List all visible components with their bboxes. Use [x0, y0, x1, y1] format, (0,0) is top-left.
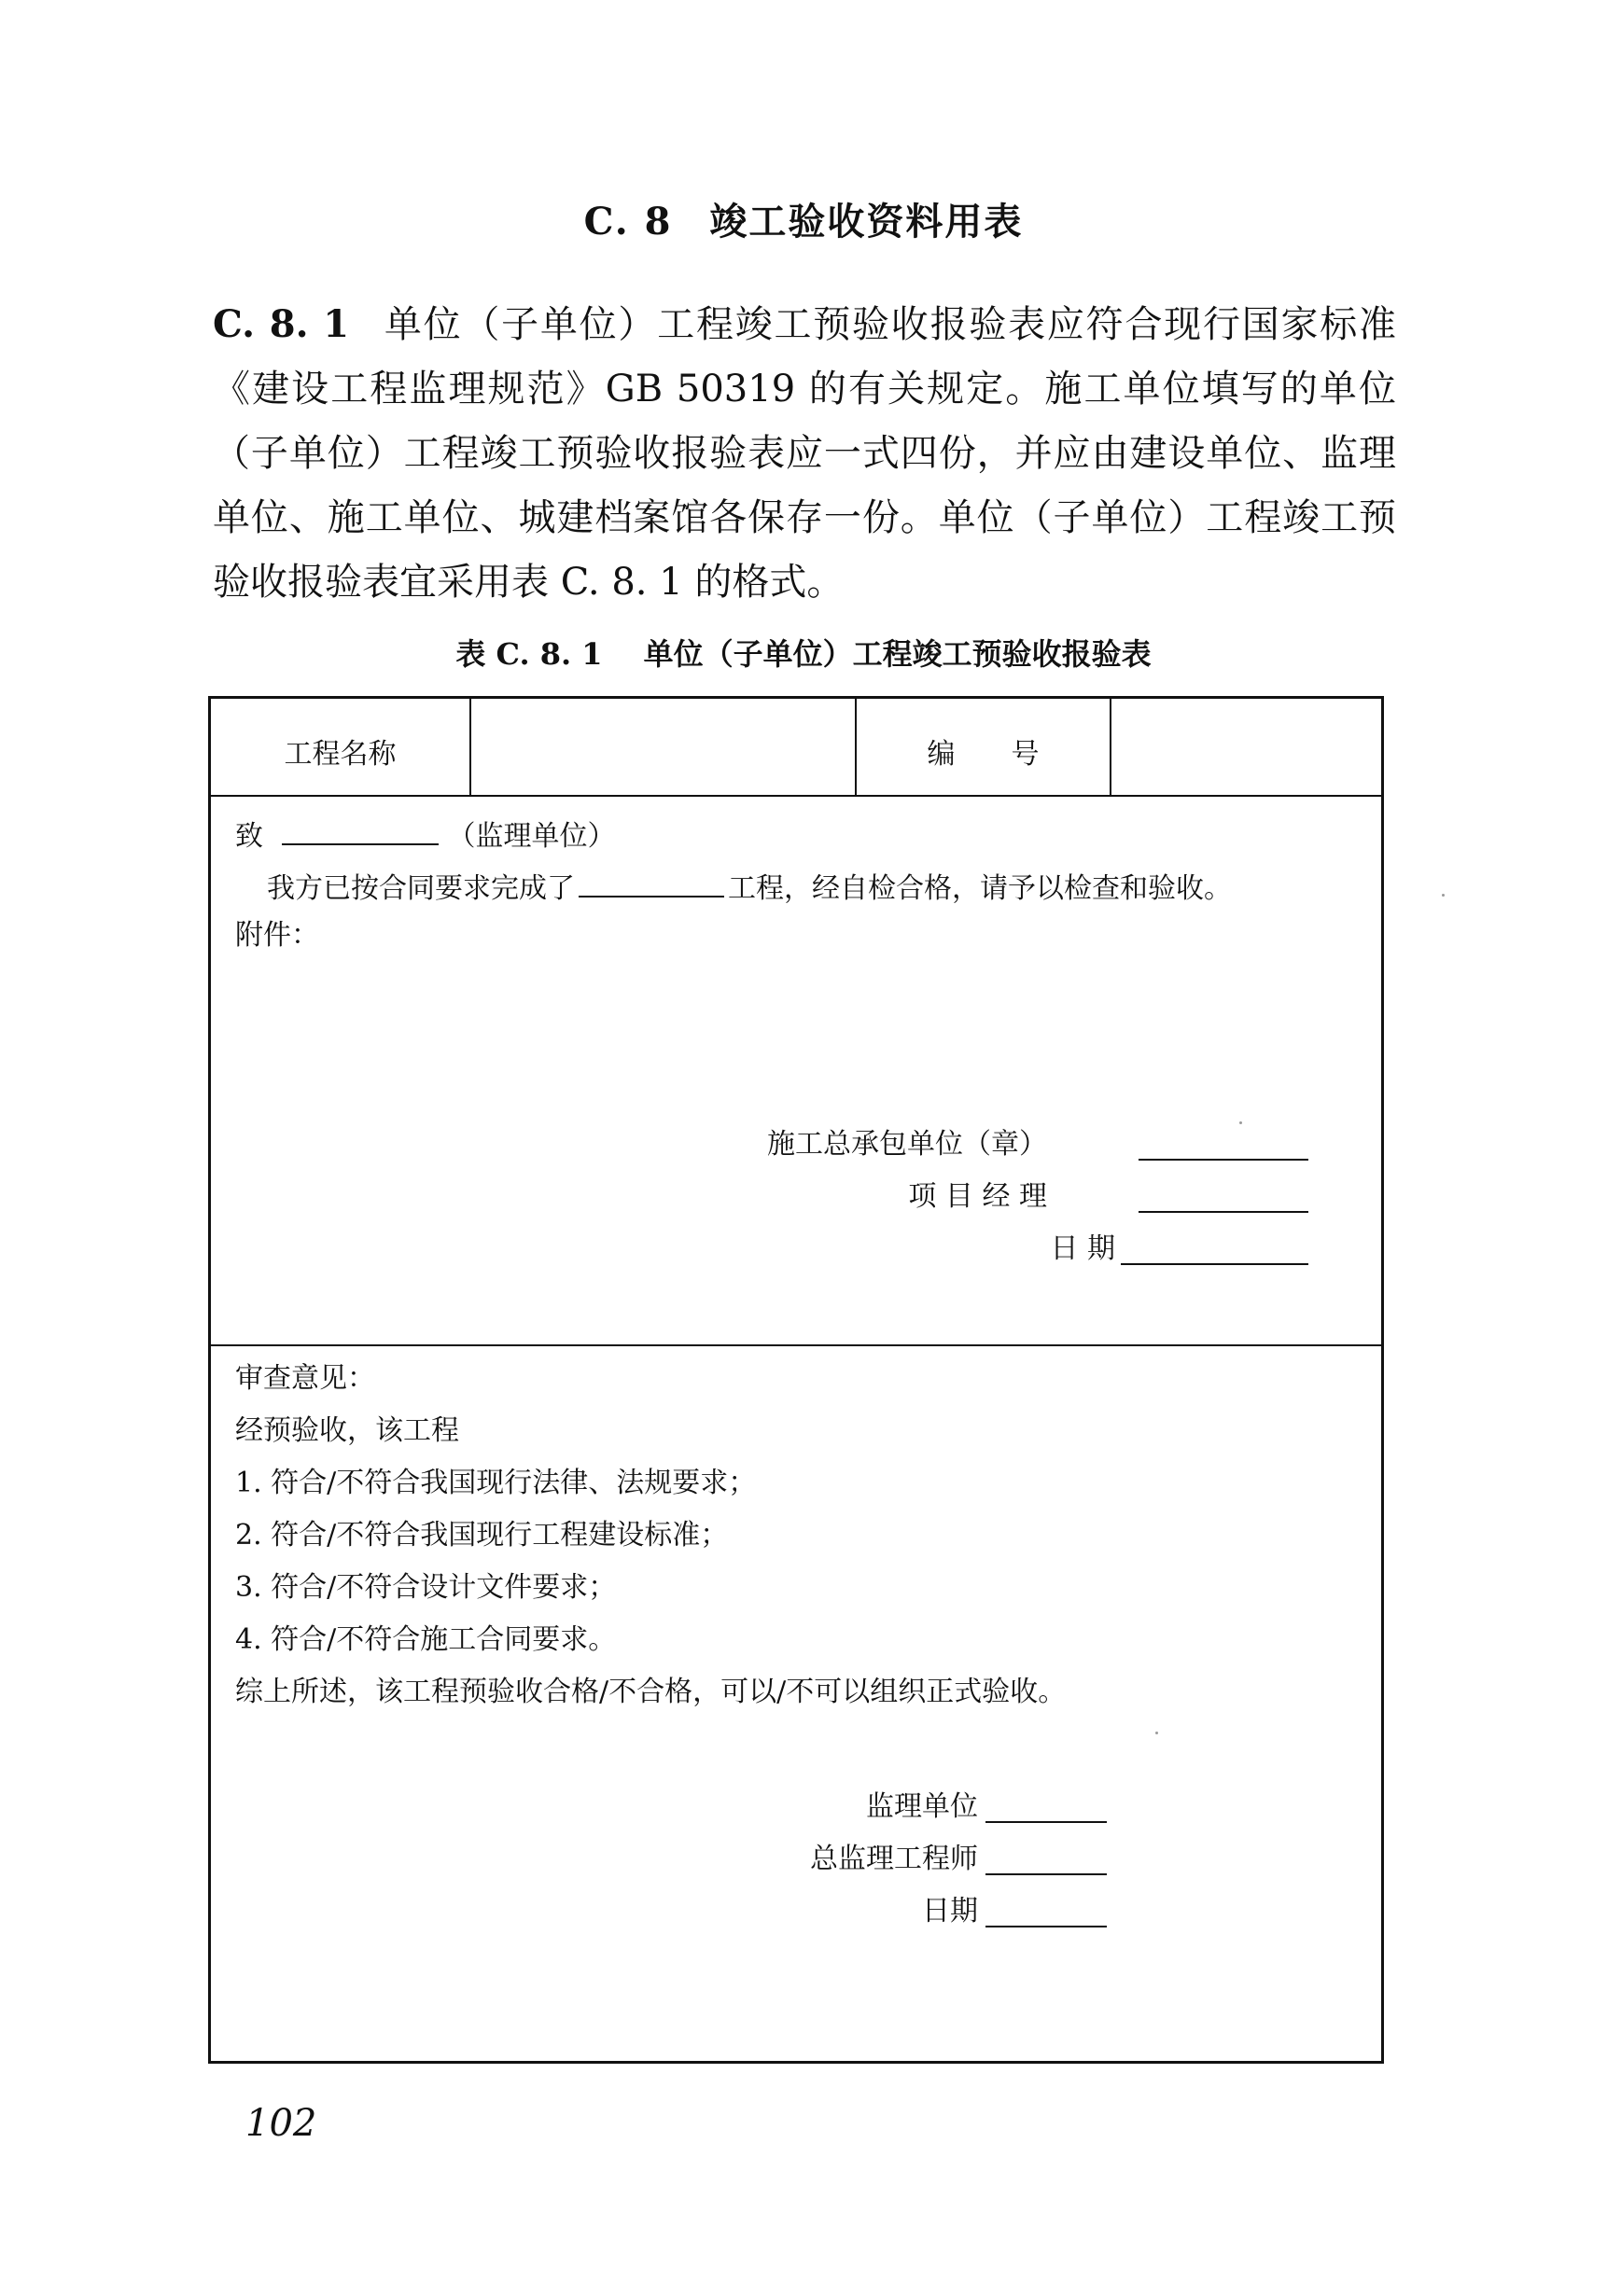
scan-speck [1442, 894, 1445, 897]
serial-number-label: 编 号 [927, 738, 1040, 771]
review-intro: 经预验收，该工程 [235, 1414, 459, 1447]
clause-number: C. 8. 1 [213, 302, 350, 346]
addressee-line [235, 817, 616, 851]
clause-text: 单位（子单位）工程竣工预验收报验表应符合现行国家标准《建设工程监理规范》GB 50319 的有关规定。施工单位填写的单位（子单位）工程竣工预验收报验表应一式四份，并应由建设单位、监理单位、施工单位、城建档案馆各保存一份。单位（子单位）工程竣工预验收报验表宜采用表 C. 8. 1 的格式。 [213, 303, 1397, 604]
supervision-date-label: 日期 [922, 1895, 978, 1927]
table-caption [0, 631, 1607, 674]
completion-statement [267, 870, 1232, 903]
project-name-label: 工程名称 [284, 738, 397, 771]
review-label: 审查意见： [235, 1362, 375, 1395]
scan-speck [1239, 1121, 1242, 1124]
contractor-date-blank[interactable] [1121, 1237, 1308, 1265]
table-number: 表 C. 8. 1 [455, 636, 603, 672]
contractor-date-label: 日 期 [1050, 1232, 1115, 1265]
scan-speck [1155, 1732, 1158, 1734]
contractor-unit-label: 施工总承包单位（章） [767, 1128, 1047, 1161]
review-item: 4. 符合/不符合施工合同要求。 [235, 1623, 617, 1656]
supervision-unit-blank[interactable] [282, 817, 439, 845]
header-divider [1110, 699, 1111, 795]
statement-suffix: 工程，经自检合格，请予以检查和验收。 [728, 872, 1232, 905]
project-manager-blank[interactable] [1139, 1185, 1308, 1213]
review-conclusion: 综上所述，该工程预验收合格/不合格，可以/不可以组织正式验收。 [235, 1676, 1067, 1708]
serial-number-field[interactable] [1112, 703, 1381, 792]
page-number: 102 [245, 2102, 317, 2145]
chief-engineer-blank[interactable] [985, 1847, 1107, 1875]
section-title: 竣工验收资料用表 [709, 200, 1024, 244]
project-blank[interactable] [579, 870, 724, 898]
row-divider [211, 1344, 1381, 1346]
section-heading [0, 192, 1607, 245]
review-item: 1. 符合/不符合我国现行法律、法规要求； [235, 1467, 757, 1499]
statement-prefix: 我方已按合同要求完成了 [267, 872, 575, 905]
attachment-label: 附件： [235, 919, 319, 952]
supervision-date-blank[interactable] [985, 1899, 1107, 1927]
supervision-unit-sign-blank[interactable] [985, 1795, 1107, 1823]
row-divider [211, 795, 1381, 797]
review-item: 3. 符合/不符合设计文件要求； [235, 1571, 617, 1604]
section-number: C. 8 [583, 200, 673, 244]
project-manager-label: 项 目 经 理 [908, 1180, 1047, 1213]
header-divider [469, 699, 471, 795]
chief-engineer-label: 总监理工程师 [810, 1843, 978, 1875]
addressee-suffix: （监理单位） [447, 820, 616, 853]
clause-paragraph [213, 292, 1396, 615]
acceptance-form [208, 696, 1384, 2064]
supervision-unit-label: 监理单位 [866, 1790, 978, 1823]
table-title: 单位（子单位）工程竣工预验收报验表 [643, 636, 1152, 672]
contractor-unit-blank[interactable] [1139, 1133, 1308, 1161]
addressee-prefix: 致 [235, 820, 263, 853]
review-item: 2. 符合/不符合我国现行工程建设标准； [235, 1519, 729, 1552]
project-name-field[interactable] [472, 703, 853, 792]
